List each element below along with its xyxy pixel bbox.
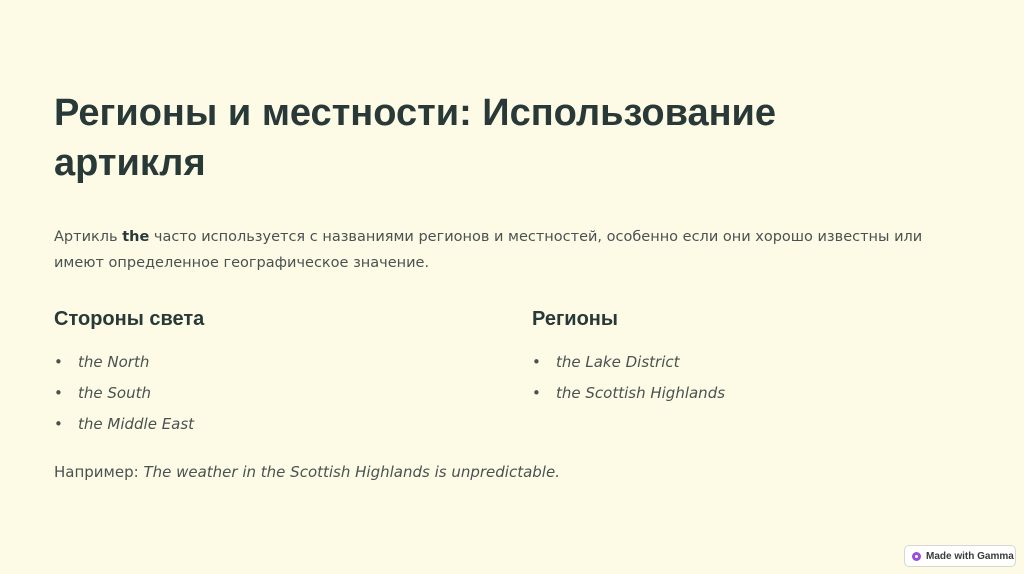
list-item-label: the Lake District (556, 353, 680, 371)
example-sentence (54, 459, 560, 485)
list-item (54, 378, 474, 409)
intro-paragraph (54, 224, 954, 276)
list-item-label: the Scottish Highlands (556, 384, 726, 402)
regions-column (532, 305, 952, 409)
list-item (54, 409, 474, 440)
slide (54, 0, 970, 574)
list-item (532, 347, 952, 378)
list-item-label: the Middle East (78, 415, 195, 433)
badge-label: Made with Gamma (926, 550, 1014, 562)
cardinal-directions-list (54, 347, 474, 440)
gamma-logo-icon (912, 552, 921, 561)
list-item (54, 347, 474, 378)
made-with-gamma-badge[interactable] (904, 545, 1016, 567)
example-label: Например: (54, 463, 144, 481)
intro-prefix: Артикль (54, 229, 123, 245)
intro-suffix: часто используется с названиями регионов и местностей, особенно если они хорошо известны или имеют определенное географическое значение. (54, 229, 923, 271)
regions-list (532, 347, 952, 409)
example-text: The weather in the Scottish Highlands is unpredictable. (143, 463, 560, 481)
list-item-label: the South (78, 384, 151, 402)
bullet-icon: • (532, 384, 541, 402)
cardinal-directions-column (54, 305, 474, 440)
slide-title: Регионы и местности: Использование артикля (54, 92, 777, 184)
intro-keyword: the (122, 229, 150, 245)
list-item-label: the North (78, 353, 150, 371)
regions-heading: Регионы (532, 308, 618, 330)
cardinal-directions-heading: Стороны света (54, 308, 205, 330)
bullet-icon: • (54, 415, 63, 433)
bullet-icon: • (54, 384, 63, 402)
bullet-icon: • (54, 353, 63, 371)
bullet-icon: • (532, 353, 541, 371)
list-item (532, 378, 952, 409)
